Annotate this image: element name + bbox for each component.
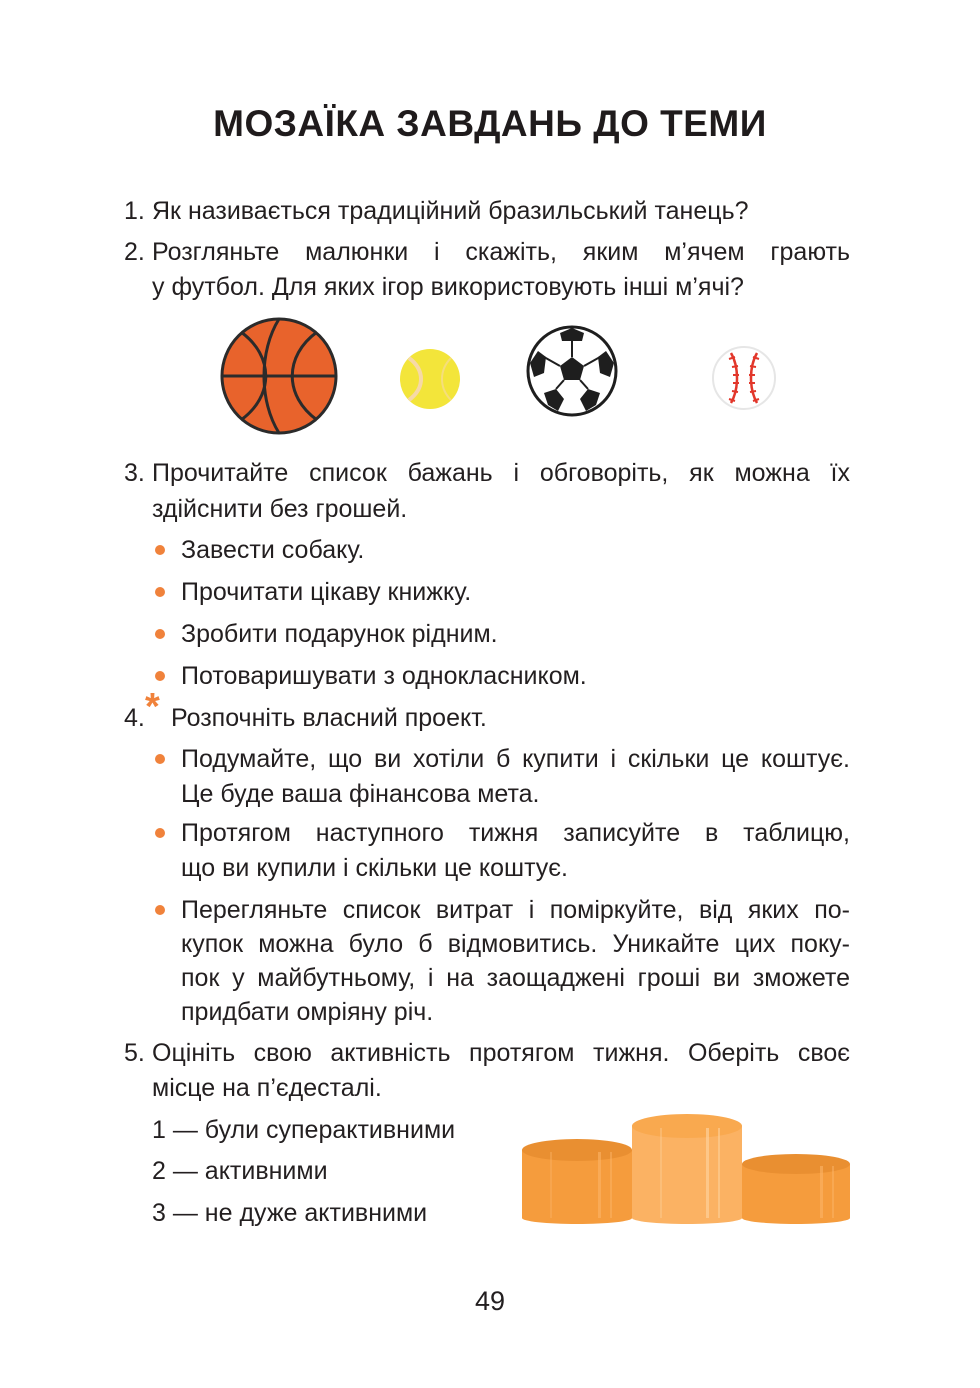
baseball-icon — [711, 345, 777, 411]
task-5-line-1: Оцініть свою активність протягом тижня. Оберіть своє — [152, 1039, 850, 1067]
task-1-text: Як називається традиційний бразильський танець? — [152, 197, 749, 225]
podium-third-place — [742, 1154, 850, 1224]
task-2-number: 2. — [124, 238, 145, 266]
basketball-icon — [219, 316, 339, 436]
bullet-icon — [155, 587, 165, 597]
podium-illustration — [520, 1112, 852, 1224]
project-step-3-line-4: придбати омріяну річ. — [181, 998, 434, 1026]
project-step-3-line-1: Перегляньте список витрат і поміркуйте, від яких по- — [181, 896, 850, 924]
project-step-3-line-2: купок можна було б відмовитись. Уникайте цих поку- — [181, 930, 850, 958]
activity-level-1: 1 — були суперактивними — [152, 1116, 456, 1144]
wish-item: Завести собаку. — [181, 536, 365, 564]
bullet-icon — [155, 905, 165, 915]
page-title: МОЗАЇКА ЗАВДАНЬ ДО ТЕМИ — [213, 103, 767, 144]
project-step-1-line-1: Подумайте, що ви хотіли б купити і скільки це коштує. — [181, 745, 850, 773]
project-step-2-line-2: що ви купили і скільки це коштує. — [181, 854, 568, 882]
bullet-icon — [155, 828, 165, 838]
task-4-text: Розпочніть власний проект. — [171, 704, 487, 732]
task-2-line-1: Розгляньте малюнки і скажіть, яким м’ячем грають — [152, 238, 850, 266]
task-3-line-2: здійснити без грошей. — [152, 495, 408, 523]
bullet-icon — [155, 754, 165, 764]
bullet-icon — [155, 545, 165, 555]
project-step-2-line-1: Протягом наступного тижня записуйте в таблицю, — [181, 819, 850, 847]
project-step-3-line-3: пок у майбутньому, і на заощаджені гроші ви зможете — [181, 964, 850, 992]
task-3-number: 3. — [124, 459, 145, 487]
podium-second-place — [522, 1139, 632, 1224]
project-step-1-line-2: Це буде ваша фінансова мета. — [181, 780, 540, 808]
star-icon: * — [145, 686, 160, 728]
wish-item: Прочитати цікаву книжку. — [181, 578, 472, 606]
activity-level-3: 3 — не дуже активними — [152, 1199, 428, 1227]
page-number: 49 — [474, 1286, 506, 1316]
task-4-number: 4. — [124, 704, 145, 732]
activity-level-2: 2 — активними — [152, 1157, 328, 1185]
soccer-ball-icon — [526, 325, 618, 417]
task-5-number: 5. — [124, 1039, 145, 1067]
tennis-ball-icon — [399, 348, 461, 410]
bullet-icon — [155, 671, 165, 681]
podium-first-place — [632, 1114, 742, 1224]
task-5-line-2: місце на п’єдесталі. — [152, 1074, 382, 1102]
task-3-line-1: Прочитайте список бажань і обговоріть, як можна їх — [152, 459, 850, 487]
bullet-icon — [155, 629, 165, 639]
task-1-number: 1. — [124, 197, 145, 225]
wish-item: Зробити подарунок рідним. — [181, 620, 498, 648]
task-2-line-2: у футбол. Для яких ігор використовують інші м’ячі? — [152, 273, 744, 301]
wish-item: Потоваришувати з однокласником. — [181, 662, 587, 690]
